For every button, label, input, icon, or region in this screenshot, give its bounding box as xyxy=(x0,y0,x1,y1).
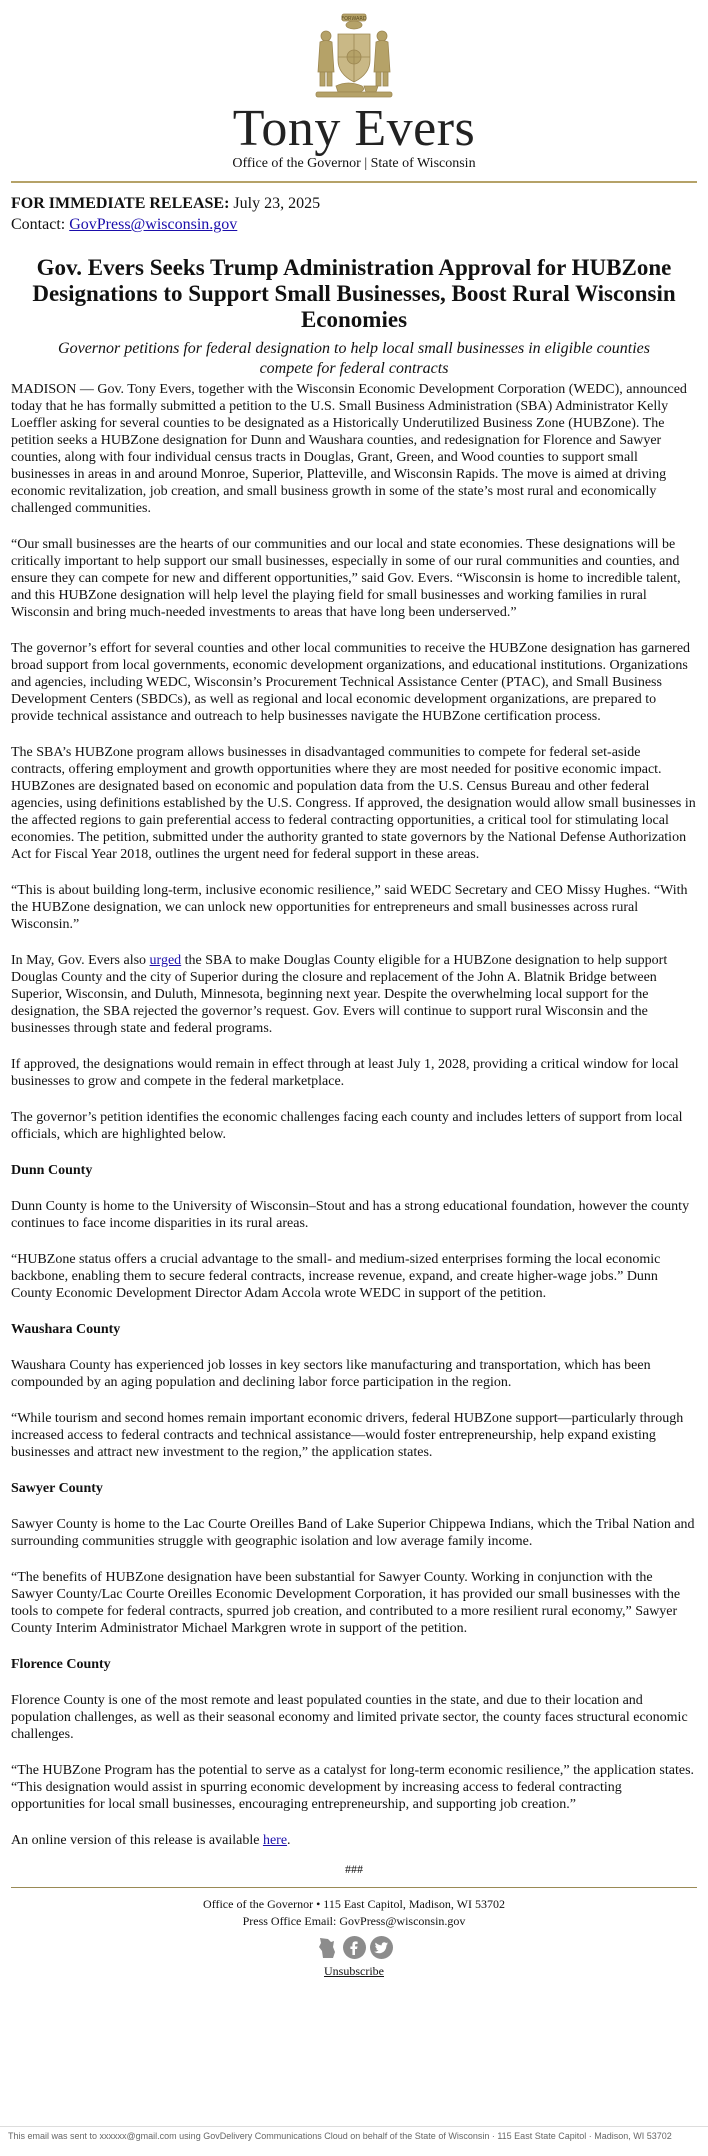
county-description: Florence County is one of the most remote and least populated counties in the state, and due to their location and population challenges, as well as their seasonal economy and limited private sector, the county faces structural economic challenges. xyxy=(11,1693,688,1742)
seal-motto: FORWARD xyxy=(341,16,367,22)
county-section-florence xyxy=(11,1656,697,1813)
county-quote: “The HUBZone Program has the potential to serve as a catalyst for long-term economic resilience,” the application states. “This designation would assist in spurring economic development by increasing access to federal contracting opportunities for local small businesses, encouraging entrepreneurship, and supporting job creation.” xyxy=(11,1763,695,1812)
wisconsin-state-icon[interactable] xyxy=(316,1936,339,1959)
paragraph: The governor’s petition identifies the economic challenges facing each county and includes letters of support from local officials, which are highlighted below. xyxy=(11,1110,683,1142)
may-text-after: the SBA to make Douglas County eligible for a HUBZone designation to help support Douglas County and the city of Superior during the closure and replacement of the John A. Blatnik Bridge between Superior, Wisconsin, and Duluth, Minnesota, beginning next year. Despite the overwhelming local support for the designation, the SBA rejected the governor’s request. Gov. Evers will continue to support rural Wisconsin and the businesses through state and federal programs. xyxy=(11,953,668,1036)
contact-line xyxy=(11,214,697,235)
paragraph-may xyxy=(11,952,697,1037)
online-text-before: An online version of this release is available xyxy=(11,1833,263,1848)
office-subtitle: Office of the Governor | State of Wisconsin xyxy=(232,156,476,171)
paragraph: “This is about building long-term, inclusive economic resilience,” said WEDC Secretary and CEO Missy Hughes. “With the HUBZone designation, we can unlock new opportunities for entrepreneurs and small businesses across rural Wisconsin.” xyxy=(11,883,688,932)
county-description: Dunn County is home to the University of Wisconsin–Stout and has a strong educational foundation, however the county continues to face income disparities in its rural areas. xyxy=(11,1199,690,1231)
county-heading: Dunn County xyxy=(11,1163,93,1178)
header xyxy=(11,0,697,172)
article-body xyxy=(11,381,697,1849)
legal-notice: This email was sent to xxxxxx@gmail.com using GovDelivery Communications Cloud on behalf of the State of Wisconsin · 115 East State Capitol · Madison, WI 53702 xyxy=(0,2126,708,2142)
paragraph: The governor’s effort for several counties and other local communities to receive the HUBZone designation has garnered broad support from local governments, economic development organizations, and educational institutions. Organizations and agencies, including WEDC, Wisconsin’s Procurement Technical Assistance Center (PTAC), and Small Business Development Centers (SBDCs), as well as regional and local economic development organizations, are prepared to provide technical assistance and outreach to help businesses navigate the HUBZone certification process. xyxy=(11,641,691,724)
paragraph: The SBA’s HUBZone program allows businesses in disadvantaged communities to compete for federal set-aside contracts, offering employment and growth opportunities where they are most needed for positive economic impact. HUBZones are designated based on economic and population data from the U.S. Census Bureau and other federal agencies, using definitions established by the U.S. Congress. If approved, the designation would allow small businesses in the affected regions to gain preferential access to federal contracting opportunities, a critical tool for stimulating local economies. The petition, submitted under the authority granted to state governors by the National Defense Authorization Act for Fiscal Year 2018, outlines the urgent need for federal support in these areas. xyxy=(11,745,696,862)
contact-label: Contact: xyxy=(11,216,66,233)
may-text-before: In May, Gov. Evers also xyxy=(11,953,150,968)
wisconsin-seal-icon xyxy=(308,12,400,100)
header-divider xyxy=(11,181,697,183)
online-version-link[interactable]: here xyxy=(262,1833,288,1848)
twitter-icon[interactable] xyxy=(370,1936,393,1959)
county-quote: “While tourism and second homes remain important economic drivers, federal HUBZone support—particularly through increased access to federal contracts and technical assistance—would foster entrepreneurship, help expand existing businesses and attract new investment to the region,” the application states. xyxy=(11,1411,684,1460)
end-mark: ### xyxy=(345,1862,363,1876)
paragraph: “Our small businesses are the hearts of our communities and our local and state economies. These designations will be critically important to help support our small businesses, especially in some of our rural communities and counties, and ensure they can compete for new and different opportunities,” said Gov. Evers. “Wisconsin is home to incredible talent, and this HUBZone designation will help level the playing field for small businesses and working families in rural Wisconsin and bring much-needed investments to areas that have long been underserved.” xyxy=(11,537,681,620)
contact-email-link[interactable]: GovPress@wisconsin.gov xyxy=(69,216,238,233)
footer-address: Office of the Governor • 115 East Capitol, Madison, WI 53702 xyxy=(203,1897,505,1911)
footer-divider xyxy=(11,1887,697,1888)
paragraph: If approved, the designations would remain in effect through at least July 1, 2028, providing a critical window for local businesses to grow and compete in the federal marketplace. xyxy=(11,1057,679,1089)
county-quote: “The benefits of HUBZone designation have been substantial for Sawyer County. Working in conjunction with the Sawyer County/Lac Courte Oreilles Economic Development Corporation, it has provided our small businesses with the tools to compete for federal contracts, spurred job creation, and contributed to a more resilient rural economy,” Sawyer County Interim Administrator Michael Markgren wrote in support of the petition. xyxy=(11,1570,681,1636)
county-section-sawyer xyxy=(11,1480,697,1637)
county-description: Sawyer County is home to the Lac Courte Oreilles Band of Lake Superior Chippewa Indians, which the Tribal Nation and surrounding communities struggle with geographic isolation and low average family income. xyxy=(11,1517,695,1549)
county-heading: Waushara County xyxy=(11,1322,121,1337)
unsubscribe-link[interactable]: Unsubscribe xyxy=(324,1964,384,1978)
social-links xyxy=(11,1936,697,1959)
urged-link[interactable]: urged xyxy=(149,953,182,968)
online-version-line xyxy=(11,1832,697,1849)
online-text-after: . xyxy=(287,1833,291,1848)
county-quote: “HUBZone status offers a crucial advantage to the small- and medium-sized enterprises forming the local economic backbone, enabling them to secure federal contracts, increase revenue, expand, and create higher-wage jobs.” Dunn County Economic Development Director Adam Accola wrote WEDC in support of the petition. xyxy=(11,1252,661,1301)
paragraph: MADISON — Gov. Tony Evers, together with the Wisconsin Economic Development Corporation (WEDC), announced today that he has formally submitted a petition to the U.S. Small Business Administration (SBA) Administrator Kelly Loeffler asking for several counties to be designated as a Historically Underutilized Business Zone (HUBZone). The petition seeks a HUBZone designation for Dunn and Waushara counties, and redesignation for Florence and Sawyer counties, along with four individual census tracts in Douglas, Grant, Green, and Wood counties to support small businesses in areas in and around Monroe, Superior, Platteville, and Wisconsin Rapids. The move is aimed at driving economic revitalization, job creation, and small business growth in some of the state’s most rural and economically challenged communities. xyxy=(11,382,687,516)
county-description: Waushara County has experienced job losses in key sectors like manufacturing and transportation, which has been compounded by an aging population and declining labor force participation in the region. xyxy=(11,1358,651,1390)
footer-email: Press Office Email: GovPress@wisconsin.gov xyxy=(242,1914,466,1928)
release-date-line xyxy=(11,193,697,214)
facebook-icon[interactable] xyxy=(343,1936,366,1959)
subheadline: Governor petitions for federal designation to help local small businesses in eligible counties compete for federal contracts xyxy=(58,340,650,377)
county-heading: Sawyer County xyxy=(11,1481,103,1496)
release-date: July 23, 2025 xyxy=(233,195,321,212)
release-info xyxy=(11,193,697,235)
county-section-dunn xyxy=(11,1162,697,1302)
county-heading: Florence County xyxy=(11,1657,111,1672)
county-section-waushara xyxy=(11,1321,697,1461)
governor-name: Tony Evers xyxy=(232,100,476,157)
release-label: FOR IMMEDIATE RELEASE: xyxy=(11,195,230,212)
footer xyxy=(11,1896,697,1980)
headline: Gov. Evers Seeks Trump Administration Approval for HUBZone Designations to Support Small Businesses, Boost Rural Wisconsin Economies xyxy=(32,255,676,332)
